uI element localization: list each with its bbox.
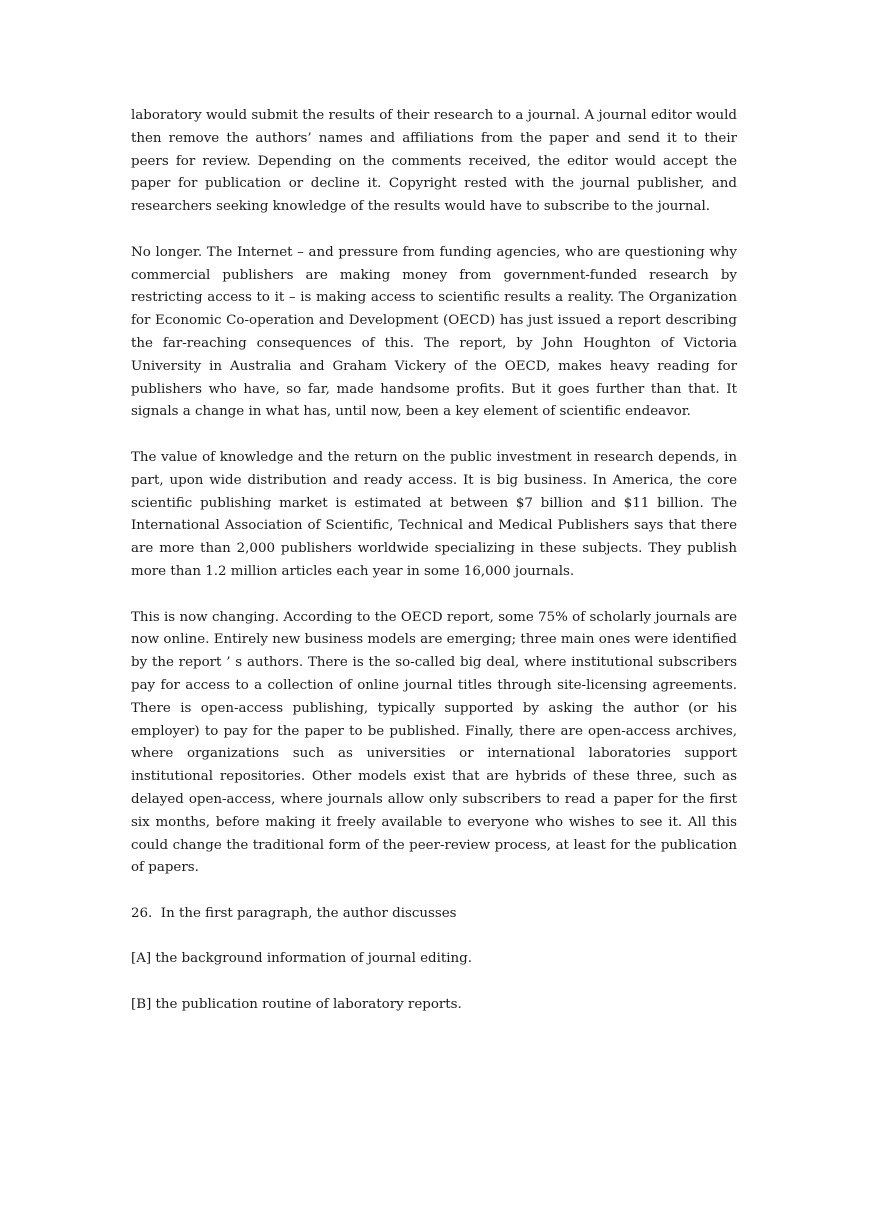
paragraph: The value of knowledge and the return on the public investment in research depends, in part, upon wide distribution and ready access. It is big business. In America, the core scientific publishing market is estimated at between $7 billion and $11 billion. The International Association of Scientific, Technical and Medical Publishers says that there are more than 2,000 publishers worldwide specializing in these subjects. They publish more than 1.2 million articles each year in some 16,000 journals. [131, 449, 737, 579]
paragraph: This is now changing. According to the OECD report, some 75% of scholarly journals are now online. Entirely new business models are emerging; three main ones were identified by the report ’ s authors. There is the so-called big deal, where institutional subscribers pay for access to a collection of online journal titles through site-licensing agreements. There is open-access publishing, typically supported by asking the author (or his employer) to pay for the paper to be published. Finally, there are open-access archives, where organizations such as universities or international laboratories support institutional repositories. Other models exist that are hybrids of these three, such as delayed open-access, where journals allow only subscribers to read a paper for the first six months, before making it freely available to everyone who wishes to see it. All this could change the traditional form of the peer-review process, at least for the publication of papers. [131, 609, 737, 876]
question-stem: 26. In the first paragraph, the author discusses [131, 905, 457, 921]
paragraph: laboratory would submit the results of their research to a journal. A journal editor would then remove the authors’ names and affiliations from the paper and send it to their peers for review. Depending on the comments received, the editor would accept the paper for publication or decline it. Copyright rested with the journal publisher, and researchers seeking knowledge of the results would have to subscribe to the journal. [131, 108, 737, 215]
paragraph: No longer. The Internet – and pressure from funding agencies, who are questioning why commercial publishers are making money from government-funded research by restricting access to it – is making access to scientific results a reality. The Organization for Economic Co-operation and Development (OECD) has just issued a report describing the far-reaching consequences of this. The report, by John Houghton of Victoria University in Australia and Graham Vickery of the OECD, makes heavy reading for publishers who have, so far, made handsome profits. But it goes further than that. It signals a change in what has, until now, been a key element of scientific endeavor. [131, 244, 737, 420]
answer-option-a: [A] the background information of journal editing. [131, 951, 473, 967]
answer-option-b: [B] the publication routine of laboratory reports. [131, 997, 462, 1013]
document-page [131, 105, 737, 1040]
